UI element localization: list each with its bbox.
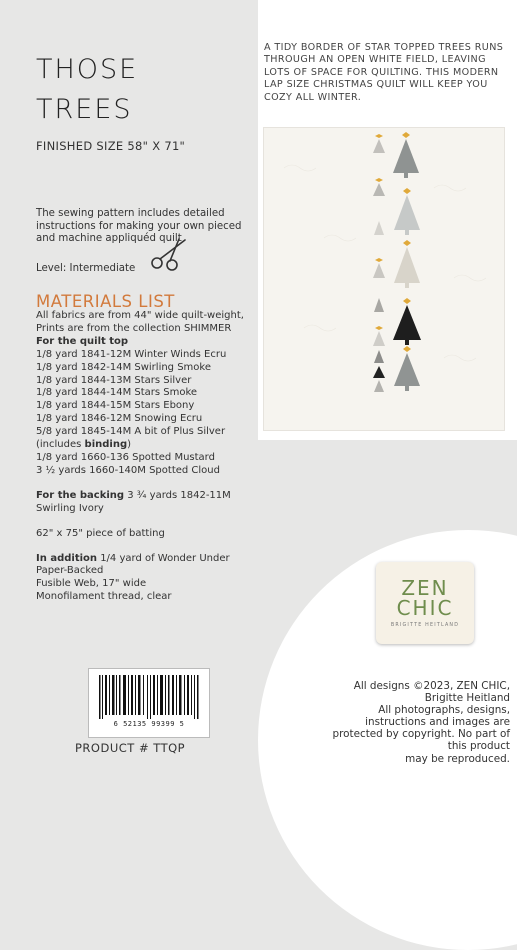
barcode-bars (99, 675, 199, 719)
list-item: 1/8 yard 1660-136 Spotted Mustard (36, 451, 215, 463)
pattern-title (36, 50, 138, 130)
quilt-illustration (264, 128, 504, 430)
includes-binding: (includes binding) (36, 439, 132, 451)
list-item: 1/8 yard 1841-12M Winter Winds Ecru (36, 348, 227, 360)
batting-line: 62" x 75" piece of batting (36, 527, 165, 539)
list-item: 5/8 yard 1845-14M A bit of Plus Silver (36, 426, 226, 438)
list-item: 3 ½ yards 1660-140M Spotted Cloud (36, 464, 220, 476)
title-line-1: THOSE (36, 54, 139, 85)
product-number: PRODUCT # TTQP (75, 741, 186, 755)
materials-line: Prints are from the collection SHIMMER (36, 322, 232, 334)
large-trees-column (393, 132, 421, 391)
logo-subtitle: BRIGITTE HEITLAND (390, 623, 460, 628)
logo-line-1: ZEN (401, 576, 449, 600)
barcode (88, 668, 210, 738)
zen-chic-logo (376, 562, 474, 644)
logo-line-2: CHIC (396, 596, 454, 620)
list-item: 1/8 yard 1842-14M Swirling Smoke (36, 361, 211, 373)
list-item: 1/8 yard 1846-12M Snowing Ecru (36, 413, 203, 425)
quilt-top-heading: For the quilt top (36, 335, 129, 347)
intro-text: The sewing pattern includes detailed instructions for making your own pieced and machine appliquéd quilt (36, 208, 242, 245)
list-item: Paper-Backed (36, 565, 104, 577)
copyright-notice: All designs ©2023, ZEN CHIC, Brigitte Heitland All photographs, designs, instructions and images are protected by copyright. No part of this product may be reproduced. (332, 680, 510, 765)
skill-level: Level: Intermediate (36, 263, 136, 274)
title-line-2: TREES (36, 94, 133, 125)
barcode-number: 6 52135 99399 5 (113, 720, 185, 728)
addition-line: In addition 1/4 yard of Wonder Under (36, 552, 230, 564)
list-item: Monofilament thread, clear (36, 591, 172, 603)
list-item: 1/8 yard 1844-15M Stars Ebony (36, 400, 195, 412)
materials-list (36, 310, 258, 604)
quilt-image (263, 127, 505, 431)
scissors-icon (145, 236, 193, 272)
list-item: Fusible Web, 17" wide (36, 578, 147, 590)
small-trees-column (373, 134, 385, 392)
materials-heading: MATERIALS LIST (36, 292, 175, 311)
backing-line-2: Swirling Ivory (36, 502, 104, 514)
materials-line: All fabrics are from 44" wide quilt-weight, (36, 310, 244, 321)
list-item: 1/8 yard 1844-13M Stars Silver (36, 374, 192, 386)
pattern-description: A TIDY BORDER OF STAR TOPPED TREES RUNS THROUGH AN OPEN WHITE FIELD, LEAVING LOTS OF SPACE FOR QUILTING. THIS MODERN LAP SIZE CHRISTMAS QUILT WILL KEEP YOU COZY ALL WINTER. (264, 42, 504, 103)
list-item: 1/8 yard 1844-14M Stars Smoke (36, 387, 198, 399)
backing-line: For the backing 3 ¾ yards 1842-11M (36, 489, 231, 501)
finished-size: FINISHED SIZE 58" X 71" (36, 139, 186, 153)
